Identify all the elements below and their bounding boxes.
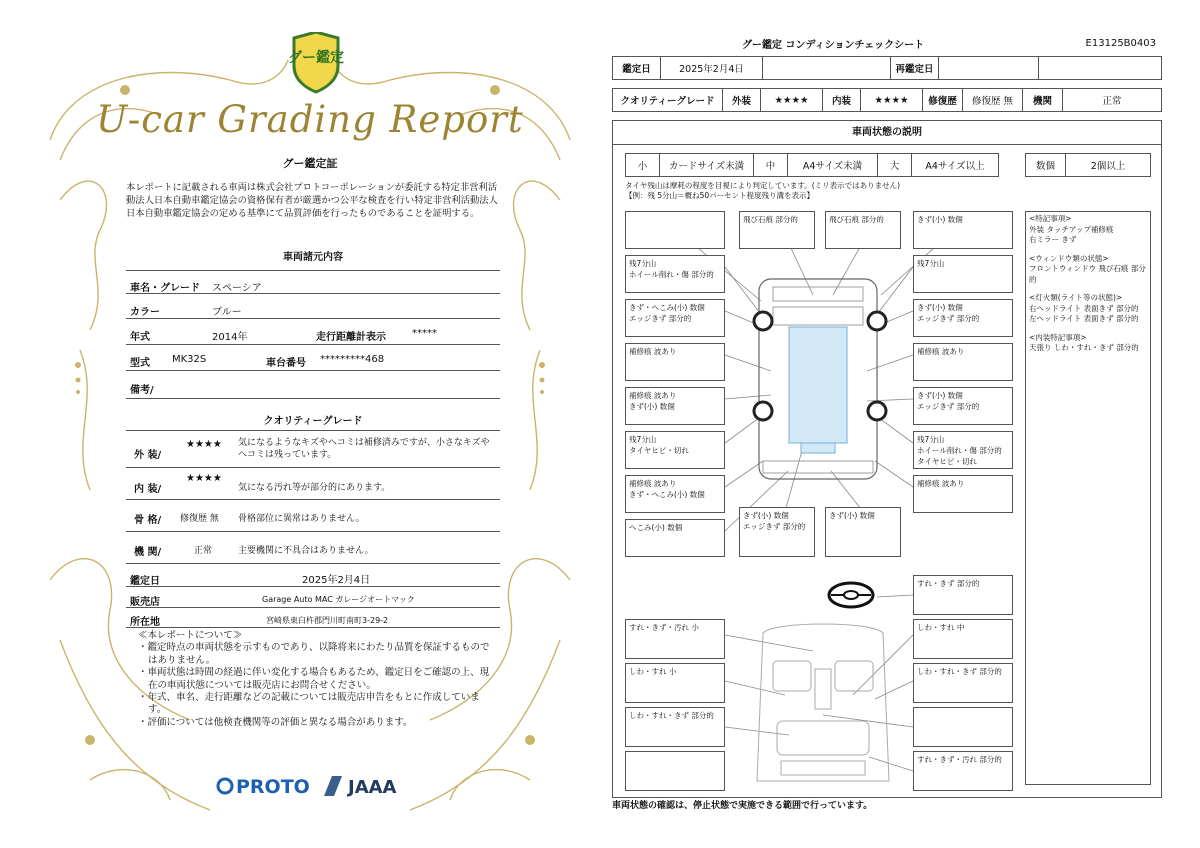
sheet-title: グー鑑定 コンディションチェックシート xyxy=(742,40,925,51)
damage-box-left-3: 補修痕 波あり xyxy=(625,343,725,381)
interior-box-right-1: しわ・すれ 中 xyxy=(913,619,1013,659)
desc-title: 車両状態の説明 xyxy=(613,121,1161,145)
special-note-line xyxy=(1029,246,1147,254)
engine-label: 機 関/ xyxy=(134,547,162,558)
special-note-line: <内装特記事項> xyxy=(1029,332,1087,342)
exterior-label: 外 装/ xyxy=(134,450,162,461)
quality-row-engine xyxy=(126,532,500,564)
interior-box-left-3: しわ・すれ・きず 部分的 xyxy=(625,707,725,747)
address-label: 所在地 xyxy=(130,617,160,628)
quality-row-frame xyxy=(126,500,500,532)
note-item: ・鑑定時点の車両状態を示すものであり、以降将来にわたり品質を保証するものではありません。 xyxy=(138,642,490,666)
steering-box: すれ・きず 部分的 xyxy=(913,575,1013,615)
damage-box-right-4: きず(小) 数個 エッジきず 部分的 xyxy=(913,387,1013,425)
mileage-label: 走行距離計表示 xyxy=(316,332,386,343)
special-note-line: <灯火類(ライト等の状態)> xyxy=(1029,293,1123,302)
special-note-line: <ウィンドウ類の状態> xyxy=(1029,253,1109,263)
info-row-shop xyxy=(126,587,500,608)
special-note-line: 左ヘッドライト 表面きず 部分的 xyxy=(1029,314,1139,323)
interior-box-left-4 xyxy=(625,751,725,791)
sheet-id: E13125B0403 xyxy=(1085,38,1156,49)
spec-row-name xyxy=(126,270,500,294)
report-notes xyxy=(138,630,498,729)
engine-value: 正常 xyxy=(194,546,213,556)
damage-box-left-4: 補修痕 波あり きず(小) 数個 xyxy=(625,387,725,425)
damage-box-right-2: きず(小) 数個 エッジきず 部分的 xyxy=(913,299,1013,337)
spec-row-model xyxy=(126,345,500,371)
interior-box-left-2: しわ・すれ 小 xyxy=(625,663,725,703)
legend-mid: 中 xyxy=(754,154,788,176)
jaaa-logo xyxy=(324,776,397,798)
vehicle-condition-box xyxy=(612,120,1162,798)
badge-text: グー鑑定 xyxy=(288,50,344,66)
date-label: 鑑定日 xyxy=(130,576,160,587)
spec-row-color xyxy=(126,294,500,319)
special-note-line: 右ヘッドライト 表面きず 部分的 xyxy=(1029,303,1139,313)
interior-box-left-1: すれ・きず・汚れ 小 xyxy=(625,619,725,659)
repair-label: 修復歴 xyxy=(923,89,963,111)
notes-title: ≪本レポートについて≫ xyxy=(138,630,243,641)
date-value: 2025年2月4日 xyxy=(661,57,763,79)
damage-box-top-mid1: 飛び石痕 部分的 xyxy=(739,211,815,249)
damage-box-left-1: 残7分山 ホイール削れ・傷 部分的 xyxy=(625,255,725,293)
legend-small: 小 xyxy=(626,154,660,176)
certificate-title: グー鑑定証 xyxy=(282,157,338,170)
damage-box-left-5: 残7分山 タイヤヒビ・切れ xyxy=(625,431,725,469)
special-note-line: 天張り しわ・すれ・きず 部分的 xyxy=(1029,343,1139,352)
quality-title: クオリティーグレード xyxy=(263,416,363,427)
note-item: ・評価については他検査機関等の評価と異なる場合があります。 xyxy=(138,716,413,728)
damage-box-left-2: きず・へこみ(小) 数個 エッジきず 部分的 xyxy=(625,299,725,337)
damage-box-right-1: 残7分山 xyxy=(913,255,1013,293)
damage-box-right-5: 残7分山 ホイール削れ・傷 部分的 タイヤヒビ・切れ xyxy=(913,431,1013,469)
grade-table xyxy=(612,88,1162,112)
damage-box-bottom-mid2: きず(小) 数個 xyxy=(825,507,901,557)
int-stars: ★★★★ xyxy=(861,89,923,111)
interior-stars: ★★★★ xyxy=(186,473,222,484)
damage-box-left-7: へこみ(小) 数個 xyxy=(625,519,725,557)
damage-box-front-left xyxy=(625,211,725,249)
info-row-address xyxy=(126,608,500,628)
engine-value: 正常 xyxy=(1102,96,1122,107)
mileage-value: ***** xyxy=(412,328,437,339)
frame-value: 修復歴 無 xyxy=(180,514,219,524)
ext-stars: ★★★★ xyxy=(761,89,823,111)
remarks-label: 備考/ xyxy=(130,385,154,396)
interior-box-right-4: すれ・きず・汚れ 部分的 xyxy=(913,751,1013,791)
special-note-line xyxy=(1029,325,1147,333)
engine-text: 主要機関に不具合はありません。 xyxy=(238,546,374,556)
steering-wheel-icon xyxy=(829,583,873,607)
specs-title: 車両諸元内容 xyxy=(283,252,343,263)
note-item: ・車両状態は時間の経過に伴い変化する場合もあるため、鑑定日をご確認の上、現在の車両状態については販売店にお問合せください。 xyxy=(138,667,490,691)
engine-label: 機関 xyxy=(1023,89,1063,111)
damage-box-top-mid2: 飛び石痕 部分的 xyxy=(825,211,901,249)
legend-large-desc: A4サイズ以上 xyxy=(925,161,985,172)
exterior-stars: ★★★★ xyxy=(186,439,222,450)
qg-label: クオリティーグレード xyxy=(613,89,723,111)
date-value: 2025年2月4日 xyxy=(302,575,371,586)
special-note-line: 外装 タッチアップ補修痕 xyxy=(1029,224,1114,234)
tire-note-2: 【例：残 5分山＝概ね50パーセント程度残り溝を表示】 xyxy=(625,191,815,200)
legend-large: 大 xyxy=(878,154,912,176)
shop-value: Garage Auto MAC ガレージオートマック xyxy=(262,595,415,604)
year-label: 年式 xyxy=(130,332,150,343)
chassis-label: 車台番号 xyxy=(266,358,306,369)
special-note-line xyxy=(1029,285,1147,293)
exterior-text: 気になるようなキズやヘコミは補修済みですが、小さなキズやヘコミは残っています。 xyxy=(238,438,490,460)
car-topview xyxy=(754,279,886,479)
notes-list xyxy=(138,642,498,729)
color-label: カラー xyxy=(130,307,160,318)
model-label: 型式 xyxy=(130,358,150,369)
proto-logo xyxy=(218,776,310,798)
info-row-date xyxy=(126,566,500,587)
damage-box-bottom-mid1: きず(小) 数個 エッジきず 部分的 xyxy=(739,507,815,557)
interior-text: 気になる汚れ等が部分的にあります。 xyxy=(238,483,391,493)
special-note-line: <特記事項> xyxy=(1029,214,1072,223)
goo-appraisal-badge xyxy=(288,32,344,94)
spec-row-year xyxy=(126,319,500,345)
redate-label: 再鑑定日 xyxy=(891,57,939,79)
name-value: スペーシア xyxy=(212,283,262,294)
spec-row-remarks xyxy=(126,371,500,399)
date-table xyxy=(612,56,1162,80)
model-value: MK32S xyxy=(172,354,207,365)
damage-box-right-6: 補修痕 波あり xyxy=(913,475,1013,513)
quality-row-exterior xyxy=(126,430,500,468)
note-item: ・年式、車名、走行距離などの記載については販売店申告をもとに作成しています。 xyxy=(138,692,480,716)
interior-box-right-2: しわ・すれ・きず 部分的 xyxy=(913,663,1013,703)
frame-label: 骨 格/ xyxy=(134,515,162,526)
frame-text: 骨格部位に異常はありません。 xyxy=(238,514,365,524)
redate-value xyxy=(939,57,1039,79)
shop-label: 販売店 xyxy=(130,597,160,608)
ext-label: 外装 xyxy=(723,89,761,111)
repair-value: 修復歴 無 xyxy=(963,89,1023,111)
redate-empty xyxy=(1039,57,1161,79)
legend-mid-desc: A4サイズ未満 xyxy=(788,154,878,176)
year-value: 2014年 xyxy=(212,332,248,343)
count-value: 2個以上 xyxy=(1090,161,1126,172)
damage-box-right-3: 補修痕 波あり xyxy=(913,343,1013,381)
interior-label: 内 装/ xyxy=(134,484,162,495)
certificate-text: 本レポートに記載される車両は株式会社プロトコーポレーションが委託する特定非営利活動法人日本自動車鑑定協会の資格保有者が厳選かつ公平な検査を行い特定非営利活動法人日本自動車鑑定協会の定める基準にて品質評価を行ったものであることを証明する。 xyxy=(126,182,498,219)
legend-small-desc: カードサイズ未満 xyxy=(660,154,754,176)
count-label: 数個 xyxy=(1026,154,1066,176)
interior-box-right-3 xyxy=(913,707,1013,747)
damage-box-top-right: きず(小) 数個 xyxy=(913,211,1013,249)
quality-row-interior xyxy=(126,468,500,500)
damage-box-left-6: 補修痕 波あり きず・へこみ(小) 数個 xyxy=(625,475,725,513)
date-label: 鑑定日 xyxy=(613,57,661,79)
chassis-value: *********468 xyxy=(320,354,385,365)
condition-check-sheet xyxy=(612,36,1164,814)
logos xyxy=(216,772,426,800)
special-note-line: 右ミラー きず xyxy=(1029,235,1077,244)
date-empty xyxy=(763,57,891,79)
color-value: ブルー xyxy=(212,307,242,318)
jaaa-logo-text: JAAA xyxy=(348,777,397,798)
tire-note-1: タイヤ残山は摩耗の程度を目視により判定しています。(ミリ表示ではありません) xyxy=(625,181,901,190)
grading-report xyxy=(30,20,590,830)
int-label: 内装 xyxy=(823,89,861,111)
special-notes xyxy=(1025,211,1151,785)
proto-logo-text: PROTO xyxy=(236,776,310,798)
name-label: 車名・グレード xyxy=(130,283,200,294)
footer-note: 車両状態の確認は、停止状態で実施できる範囲で行っています。 xyxy=(612,801,873,811)
special-note-line: フロントウィンドウ 飛び石痕 部分的 xyxy=(1029,264,1146,284)
address-value: 宮崎県東臼杵郡門川町南町3-29-2 xyxy=(266,616,389,625)
report-title: U-car Grading Report xyxy=(96,98,524,141)
